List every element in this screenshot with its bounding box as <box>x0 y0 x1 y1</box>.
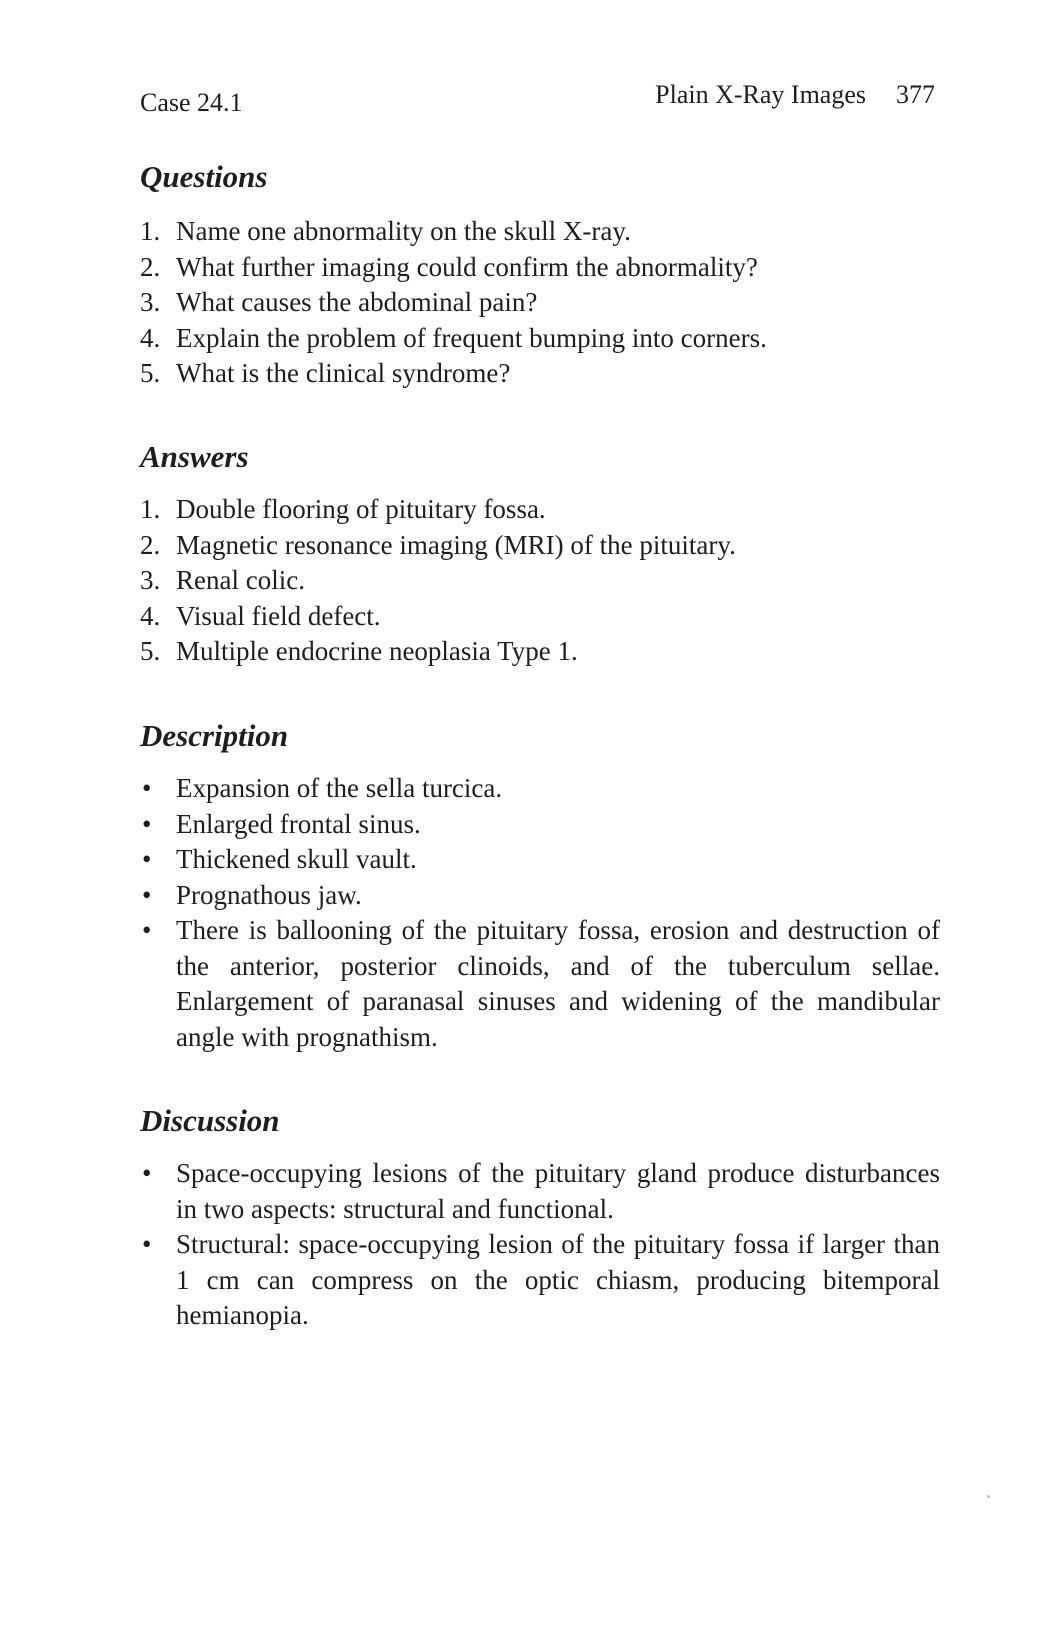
item-number: 4. <box>140 322 161 353</box>
answers-section <box>140 438 940 670</box>
answer-item <box>140 599 940 635</box>
discussion-item <box>140 1156 940 1227</box>
item-number: 4. <box>140 600 161 631</box>
item-text: There is ballooning of the pituitary fossa, erosion and destruction of the anterior, posterior clinoids, and of the tuberculum sellae. Enlargement of paranasal sinuses and widening of the mandibular angle with prognathism. <box>176 915 940 1052</box>
item-text: Structural: space-occupying lesion of the pituitary fossa if larger than 1 cm can compress on the optic chiasm, producing bitemporal hemianopia. <box>176 1229 940 1330</box>
description-item <box>140 878 940 914</box>
question-item <box>140 321 940 357</box>
item-text: Magnetic resonance imaging (MRI) of the pituitary. <box>176 529 736 560</box>
item-number: 5. <box>140 636 161 666</box>
item-text: What is the clinical syndrome? <box>176 358 511 388</box>
item-number: 3. <box>140 565 161 595</box>
discussion-section <box>140 1102 940 1334</box>
answer-item <box>140 492 940 528</box>
item-text: What causes the abdominal pain? <box>176 287 538 317</box>
item-number: 1. <box>140 216 161 246</box>
item-text: Multiple endocrine neoplasia Type 1. <box>176 636 578 666</box>
item-number: 1. <box>140 494 161 524</box>
description-item <box>140 913 940 1055</box>
answer-item <box>140 563 940 599</box>
bullet-icon: • <box>142 773 152 803</box>
item-number: 5. <box>140 358 161 388</box>
item-text: Enlarged frontal sinus. <box>176 808 421 839</box>
discussion-heading: Discussion <box>140 1103 280 1138</box>
running-header <box>140 80 935 120</box>
bullet-icon: • <box>142 808 152 839</box>
question-item <box>140 214 940 250</box>
bullet-icon: • <box>142 844 152 874</box>
question-item <box>140 285 940 321</box>
item-text: Expansion of the sella turcica. <box>176 773 503 803</box>
item-text: What further imaging could confirm the abnormality? <box>176 251 758 282</box>
case-label: Case 24.1 <box>140 88 243 117</box>
item-text: Double flooring of pituitary fossa. <box>176 494 546 524</box>
questions-list <box>140 214 940 392</box>
scan-speck <box>987 1495 990 1498</box>
description-heading: Description <box>140 718 289 753</box>
chapter-title: Plain X-Ray Images <box>655 80 866 109</box>
question-item <box>140 250 940 286</box>
item-text: Renal colic. <box>176 565 305 595</box>
bullet-icon: • <box>142 1229 152 1259</box>
discussion-list <box>140 1156 940 1334</box>
item-text: Thickened skull vault. <box>176 844 417 874</box>
questions-section <box>140 158 940 392</box>
bullet-icon: • <box>142 1158 152 1188</box>
discussion-item <box>140 1227 940 1334</box>
item-text: Name one abnormality on the skull X-ray. <box>176 216 631 246</box>
item-number: 2. <box>140 529 161 560</box>
description-item <box>140 807 940 843</box>
description-section <box>140 717 940 1055</box>
description-item <box>140 771 940 807</box>
item-text: Visual field defect. <box>176 600 381 631</box>
bullet-icon: • <box>142 879 152 910</box>
item-text: Space-occupying lesions of the pituitary gland produce disturbances in two aspects: structural and functional. <box>176 1158 940 1224</box>
question-item <box>140 356 940 392</box>
description-list <box>140 771 940 1055</box>
answers-list <box>140 492 940 670</box>
item-number: 3. <box>140 287 161 317</box>
chapter-title-and-page <box>655 80 935 110</box>
answer-item <box>140 634 940 670</box>
item-text: Prognathous jaw. <box>176 879 362 910</box>
item-number: 2. <box>140 251 161 282</box>
answer-item <box>140 528 940 564</box>
bullet-icon: • <box>142 915 152 945</box>
questions-heading: Questions <box>140 159 268 194</box>
page-number: 377 <box>896 80 935 109</box>
description-item <box>140 842 940 878</box>
answers-heading: Answers <box>140 439 249 474</box>
item-text: Explain the problem of frequent bumping into corners. <box>176 322 767 353</box>
